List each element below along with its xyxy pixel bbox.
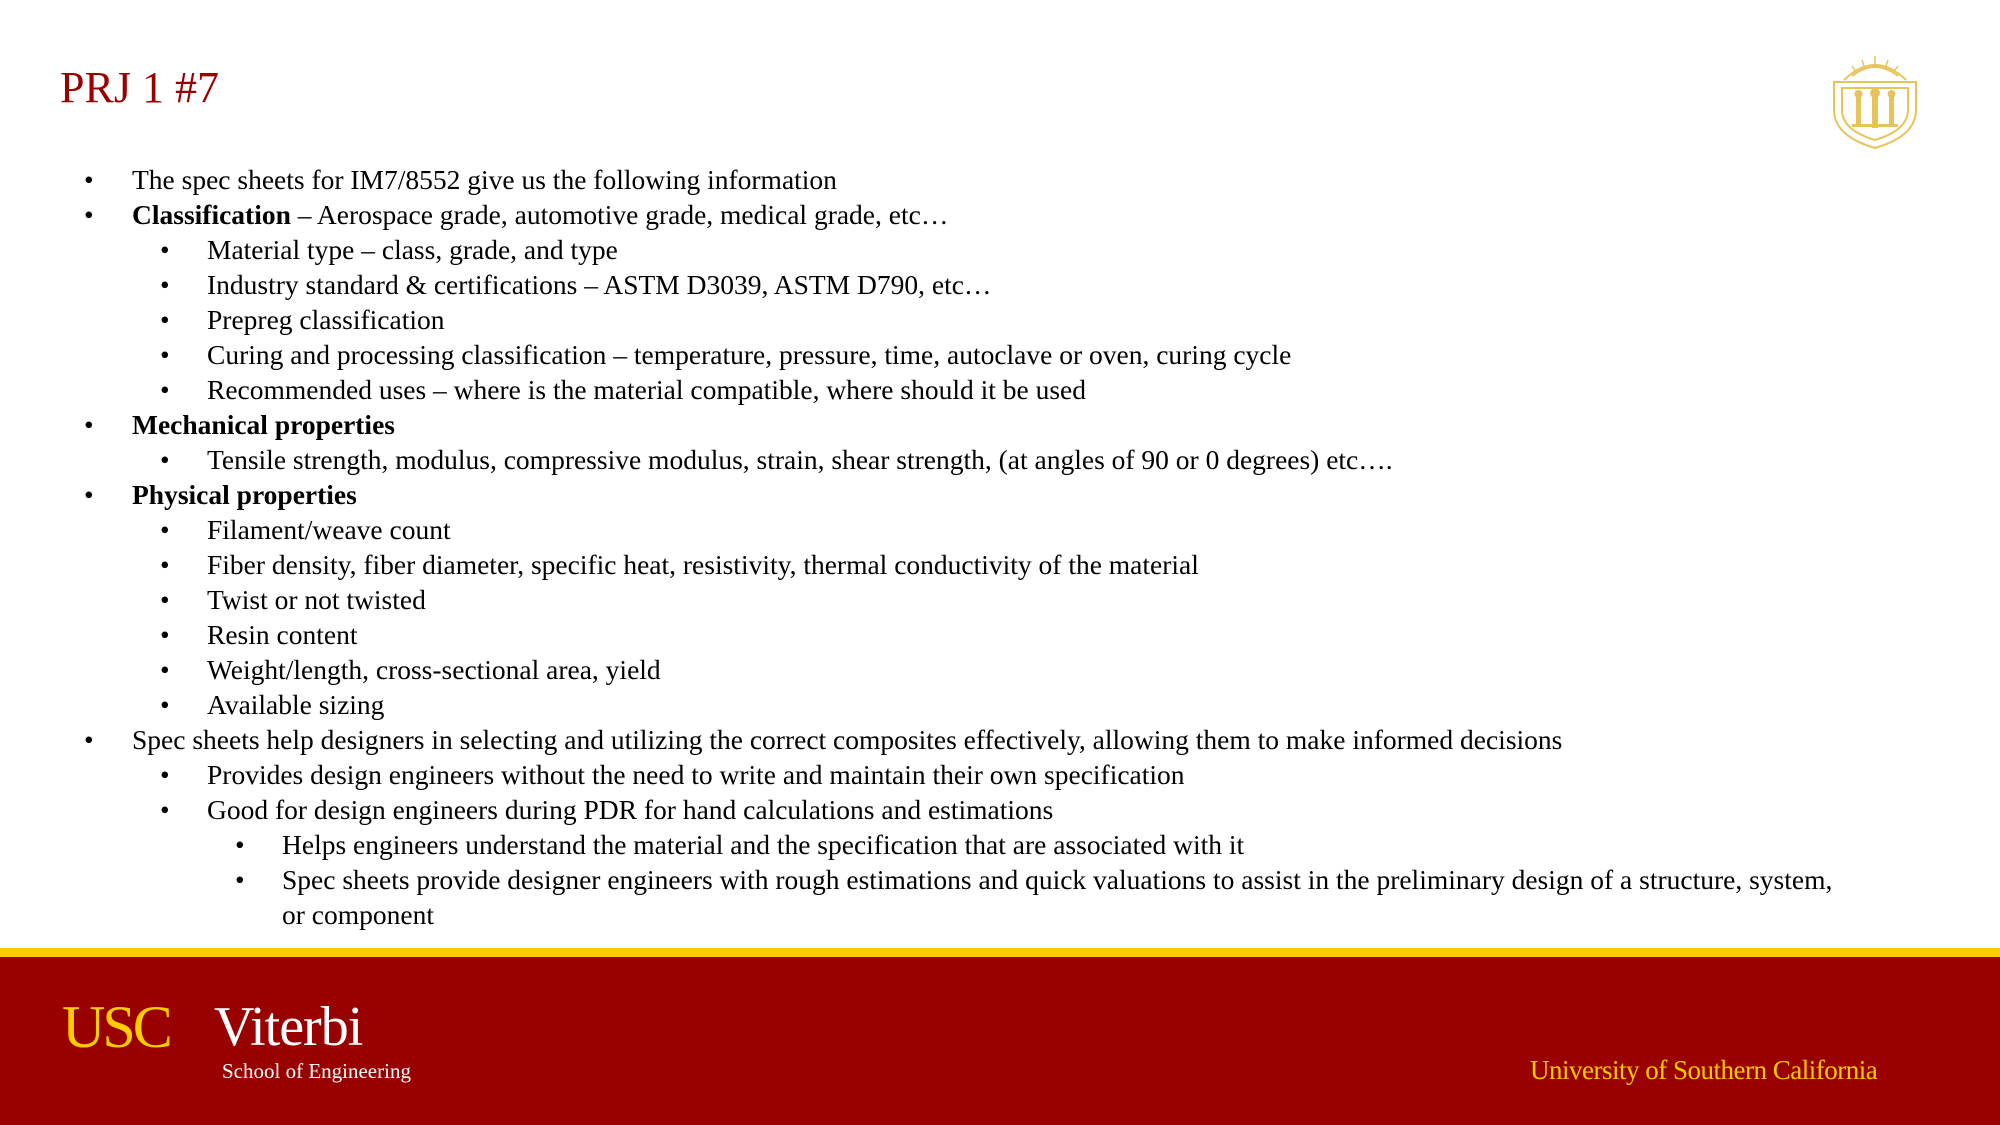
bullet-icon: • (160, 234, 170, 265)
bullet-icon: • (160, 444, 170, 475)
list-item: • Material type – class, grade, and type (160, 234, 618, 265)
bullet-icon: • (84, 199, 94, 230)
list-item: • Prepreg classification (160, 304, 445, 335)
bullet-icon: • (160, 339, 170, 370)
viterbi-logo-text: Viterbi (214, 996, 363, 1058)
bullet-icon: • (84, 164, 94, 195)
list-item: • Curing and processing classification – temperature, pressure, time, autoclave or oven, curing cycle (160, 339, 1292, 370)
bullet-icon: • (235, 829, 245, 860)
list-item: • Twist or not twisted (160, 584, 426, 615)
list-item: • Weight/length, cross-sectional area, yield (160, 654, 661, 685)
usc-seal-icon (1822, 52, 1928, 150)
bullet-icon: • (160, 619, 170, 650)
list-item-continuation: or component (282, 899, 434, 930)
bullet-icon: • (235, 864, 245, 895)
bullet-icon: • (160, 759, 170, 790)
list-item: • Resin content (160, 619, 358, 650)
list-item: • Fiber density, fiber diameter, specific heat, resistivity, thermal conductivity of the material (160, 549, 1199, 580)
footer-divider (0, 948, 2000, 957)
slide-title: PRJ 1 #7 (60, 63, 219, 112)
list-item: • Available sizing (160, 689, 385, 720)
bullet-icon: • (160, 794, 170, 825)
list-item: • Tensile strength, modulus, compressive modulus, strain, shear strength, (at angles of 90 or 0 degrees) etc…. (160, 444, 1393, 475)
list-item: • Provides design engineers without the need to write and maintain their own specification (160, 759, 1185, 790)
usc-logo-text: USC (62, 994, 170, 1060)
list-item: • Filament/weave count (160, 514, 451, 545)
bullet-icon: • (160, 549, 170, 580)
list-item: • Spec sheets provide designer engineers with rough estimations and quick valuations to assist in the preliminary design of a structure, system, (235, 864, 1833, 895)
university-name: University of Southern California (1530, 1055, 1878, 1085)
bullet-icon: • (84, 479, 94, 510)
bullet-icon: • (160, 654, 170, 685)
bullet-icon: • (160, 304, 170, 335)
footer-bar (0, 957, 2000, 1125)
bullet-icon: • (160, 514, 170, 545)
list-item: • Spec sheets help designers in selecting and utilizing the correct composites effectively, allowing them to make informed decisions (84, 724, 1563, 755)
list-item: • The spec sheets for IM7/8552 give us the following information (84, 164, 837, 195)
bullet-icon: • (160, 374, 170, 405)
school-name: School of Engineering (222, 1059, 411, 1083)
bullet-icon: • (160, 269, 170, 300)
bullet-icon: • (84, 724, 94, 755)
bullet-icon: • (160, 584, 170, 615)
list-item: • Classification – Aerospace grade, automotive grade, medical grade, etc… (84, 199, 949, 230)
bullet-icon: • (160, 689, 170, 720)
list-item: • Recommended uses – where is the material compatible, where should it be used (160, 374, 1086, 405)
list-item: • Physical properties (84, 479, 357, 510)
list-item: • Good for design engineers during PDR for hand calculations and estimations (160, 794, 1054, 825)
list-item: • Industry standard & certifications – ASTM D3039, ASTM D790, etc… (160, 269, 992, 300)
bullet-icon: • (84, 409, 94, 440)
bullet-list (0, 162, 2000, 932)
list-item: • Mechanical properties (84, 409, 395, 440)
list-item: • Helps engineers understand the material and the specification that are associated with it (235, 829, 1245, 860)
